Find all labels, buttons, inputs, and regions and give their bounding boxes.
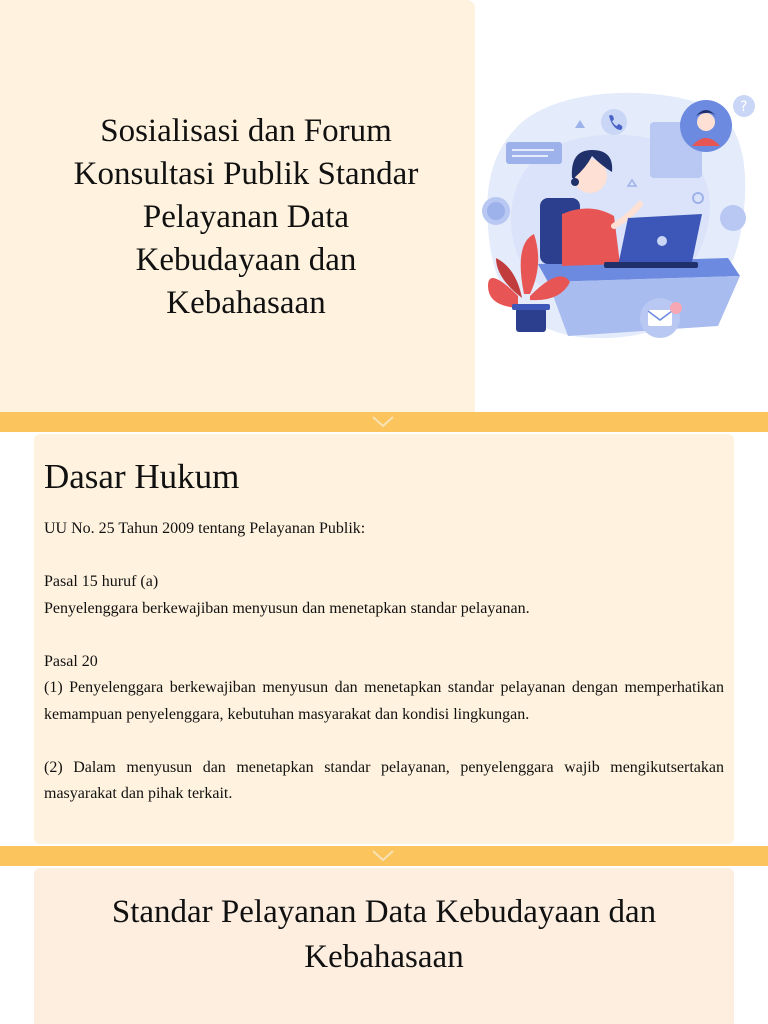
pasal-20-item-1: (1) Penyelenggara berkewajiban menyusun dan menetapkan standar pelayanan dengan memperhatikan kemampuan penyelenggara, kebutuhan masyarakat dan kondisi lingkungan. xyxy=(44,679,724,723)
pasal-20-item-2: (2) Dalam menyusun dan menetapkan standar pelayanan, penyelenggara wajib mengikutsertakan masyarakat dan pihak terkait. xyxy=(44,758,724,802)
pasal-20-title: Pasal 20 xyxy=(44,652,98,670)
slide-3-title xyxy=(34,890,734,980)
divider-band-2 xyxy=(0,846,768,866)
slide-2 xyxy=(34,434,734,844)
slide-1-title xyxy=(30,110,462,325)
title-line-1: Sosialisasi dan Forum xyxy=(100,113,392,149)
chevron-down-icon xyxy=(372,416,394,428)
title-line-2: Konsultasi Publik Standar xyxy=(73,156,419,192)
phone-icon xyxy=(601,109,627,135)
customer-service-illustration xyxy=(478,86,760,348)
title-line-5: Kebahasaan xyxy=(166,285,326,321)
divider-band-1 xyxy=(0,412,768,432)
slide-2-body xyxy=(44,516,724,808)
title-line-3: Pelayanan Data xyxy=(142,199,350,235)
pasal-15-text: Penyelenggara berkewajiban menyusun dan menetapkan standar pelayanan. xyxy=(44,599,530,617)
chevron-down-icon xyxy=(372,850,394,862)
chat-bubble-icon xyxy=(506,142,562,164)
intro-text: UU No. 25 Tahun 2009 tentang Pelayanan Publik: xyxy=(44,520,366,537)
slide-3-title-line-1: Standar Pelayanan Data Kebudayaan dan xyxy=(111,894,657,930)
title-line-4: Kebudayaan dan xyxy=(135,242,357,278)
slide-1 xyxy=(0,0,768,412)
slide-3-title-line-2: Kebahasaan xyxy=(304,939,464,975)
slide-2-heading: Dasar Hukum xyxy=(44,457,240,496)
title-panel xyxy=(0,0,475,412)
pasal-15-title: Pasal 15 huruf (a) xyxy=(44,573,159,590)
svg-text:?: ? xyxy=(740,99,748,115)
headset-icon xyxy=(571,178,579,186)
slide-3 xyxy=(34,868,734,1024)
woman-agent xyxy=(562,208,620,266)
